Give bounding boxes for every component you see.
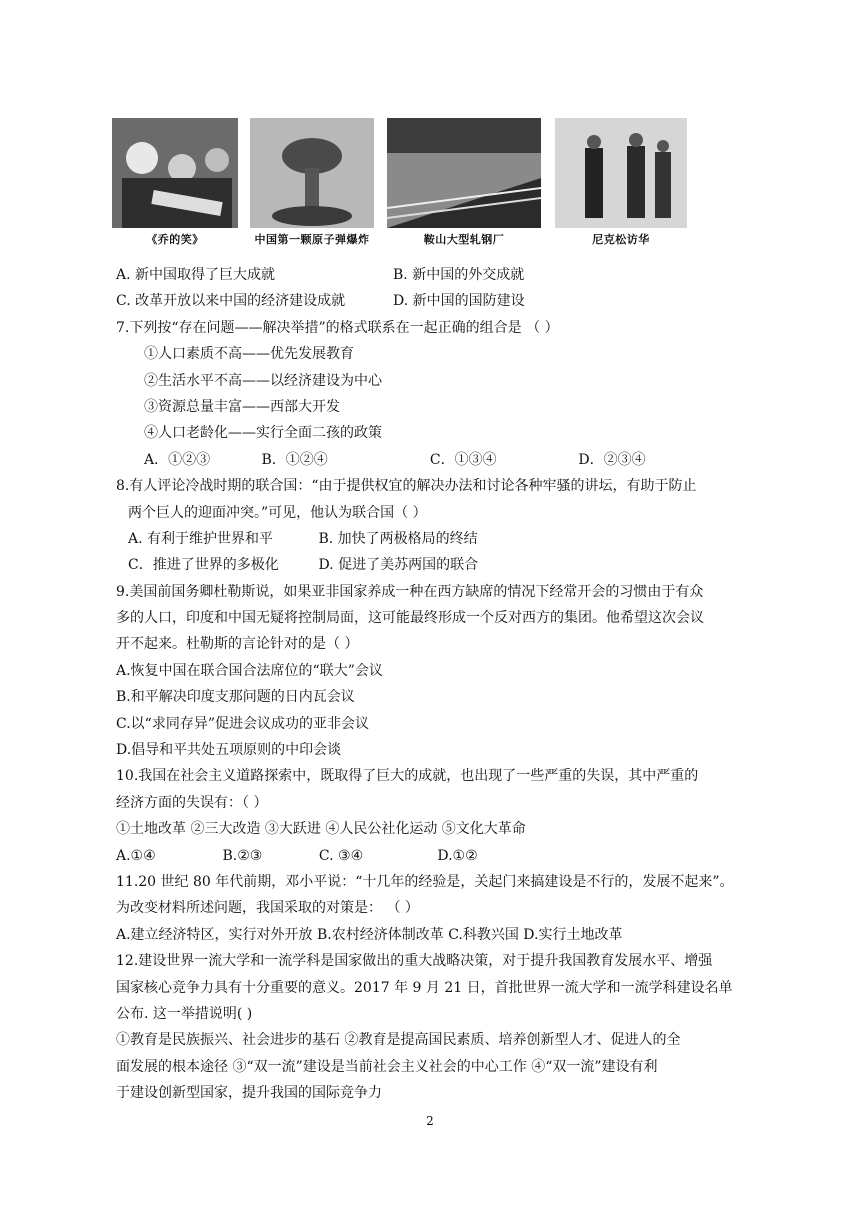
q7-option-b: B．①②④ bbox=[261, 451, 328, 468]
steel-mill-image bbox=[387, 118, 541, 228]
q7-item: ③资源总量丰富——西部大开发 bbox=[144, 398, 340, 415]
q9-option-a: A.恢复中国在联合国合法席位的“联大”会议 bbox=[116, 662, 383, 679]
q10-stem: 经济方面的失误有：（ ） bbox=[116, 794, 268, 811]
q6-options-row bbox=[116, 288, 756, 314]
photo-card bbox=[555, 118, 687, 246]
q12-statement: 面发展的根本途径 ③“双一流”建设是当前社会主义社会的中心工作 ④“双一流”建设有利 bbox=[116, 1058, 658, 1075]
q10-items: ①土地改革 ②三大改造 ③大跃进 ④人民公社化运动 ⑤文化大革命 bbox=[116, 821, 526, 838]
photo-card bbox=[250, 118, 374, 246]
q8-option-b: B. 加快了两极格局的终结 bbox=[318, 530, 478, 547]
q11-stem: 为改变材料所述问题，我国采取的对策是： （ ） bbox=[116, 900, 419, 917]
q12-stem: 12.建设世界一流大学和一流学科是国家做出的重大战略决策，对于提升我国教育发展水平、增强 bbox=[116, 953, 713, 970]
q7-stem: 7.下列按“存在问题——解决举措”的格式联系在一起正确的组合是 （ ） bbox=[116, 319, 559, 336]
q10-option-c: C. ③④ bbox=[318, 847, 364, 864]
q8-option-a: A. 有利于维护世界和平 bbox=[128, 530, 274, 547]
photo-caption: 中国第一颗原子弹爆炸 bbox=[254, 233, 370, 246]
q8-option-c: C．推进了世界的多极化 bbox=[128, 557, 279, 574]
q10-option-d: D.①② bbox=[437, 847, 478, 864]
q6-options-row bbox=[116, 262, 756, 288]
q12-stem: 国家核心竞争力具有十分重要的意义。2017 年 9 月 21 日，首批世界一流大学和一流学科建设名单 bbox=[116, 979, 733, 996]
q7-option-a: A．①②③ bbox=[144, 451, 211, 468]
q10-option-b: B.②③ bbox=[222, 847, 263, 864]
q6-option-b: B. 新中国的外交成就 bbox=[393, 267, 525, 283]
handshake-image bbox=[555, 118, 687, 228]
photo-caption: 鞍山大型轧钢厂 bbox=[423, 233, 505, 246]
q7-item: ②生活水平不高——以经济建设为中心 bbox=[144, 372, 382, 389]
q7-item: ④人口老龄化——实行全面二孩的政策 bbox=[144, 425, 382, 442]
q11-options: A.建立经济特区，实行对外开放 B.农村经济体制改革 C.科教兴国 D.实行土地改革 bbox=[116, 926, 623, 943]
photo-card bbox=[112, 118, 238, 246]
q6-option-d: D. 新中国的国防建设 bbox=[393, 293, 525, 310]
q7-option-c: C．①③④ bbox=[429, 451, 497, 468]
photo-card bbox=[387, 118, 541, 246]
q12-statement: ①教育是民族振兴、社会进步的基石 ②教育是提高国民素质、培养创新型人才、促进人的全 bbox=[116, 1032, 681, 1049]
q12-statement: 于建设创新型国家，提升我国的国际竞争力 bbox=[116, 1085, 382, 1102]
q8-stem: 8.有人评论冷战时期的联合国：“由于提供权宜的解决办法和讨论各种牢骚的讲坛，有助于防止 bbox=[116, 478, 697, 495]
q10-stem: 10.我国在社会主义道路探索中，既取得了巨大的成就，也出现了一些严重的失误，其中严重的 bbox=[116, 768, 699, 785]
photo-strip bbox=[112, 118, 687, 246]
q9-option-b: B.和平解决印度支那问题的日内瓦会议 bbox=[116, 689, 355, 706]
photo-caption: 尼克松访华 bbox=[592, 233, 650, 246]
mushroom-cloud-image bbox=[250, 118, 374, 228]
q9-stem: 开不起来。杜勒斯的言论针对的是（ ） bbox=[116, 636, 359, 653]
q9-stem: 9.美国前国务卿杜勒斯说，如果亚非国家养成一种在西方缺席的情况下经常开会的习惯由于有众 bbox=[116, 583, 704, 600]
q7-options bbox=[116, 447, 756, 473]
q9-option-d: D.倡导和平共处五项原则的中印会谈 bbox=[116, 742, 342, 759]
q9-stem: 多的人口，印度和中国无疑将控制局面，这可能最终形成一个反对西方的集团。他希望这次会议 bbox=[116, 610, 704, 627]
q7-item: ①人口素质不高——优先发展教育 bbox=[144, 346, 354, 363]
page-number: 2 bbox=[426, 1114, 434, 1128]
q7-option-d: D．②③④ bbox=[578, 451, 646, 468]
q8-stem: 两个巨人的迎面冲突。”可见，他认为联合国（ ） bbox=[128, 504, 427, 521]
q8-options-row bbox=[116, 526, 756, 552]
q12-stem: 公布. 这一举措说明( ) bbox=[116, 1005, 253, 1022]
laughing-delegates-image bbox=[112, 118, 238, 228]
q8-options-row bbox=[116, 552, 756, 578]
q10-option-a: A.①④ bbox=[116, 847, 156, 864]
q10-options bbox=[116, 843, 756, 869]
q8-option-d: D. 促进了美苏两国的联合 bbox=[318, 557, 479, 574]
q9-option-c: C.以“求同存异”促进会议成功的亚非会议 bbox=[116, 715, 369, 732]
q6-option-a: A. 新中国取得了巨大成就 bbox=[116, 267, 276, 283]
q6-option-c: C. 改革开放以来中国的经济建设成就 bbox=[116, 293, 346, 310]
question-content bbox=[116, 262, 756, 1107]
q11-stem: 11.20 世纪 80 年代前期，邓小平说：“十几年的经验是，关起门来搞建设是不行的，发展不起来”。 bbox=[116, 873, 734, 890]
photo-caption: 《乔的笑》 bbox=[146, 233, 204, 246]
